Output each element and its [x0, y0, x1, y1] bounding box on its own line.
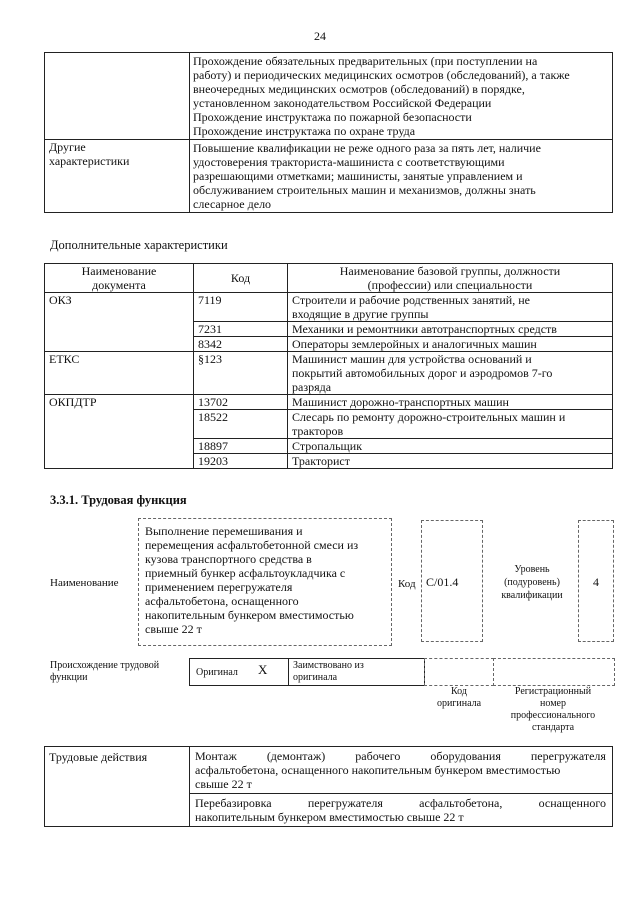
labor-function-title: 3.3.1. Трудовая функция	[50, 493, 187, 507]
word: оборудования	[430, 749, 501, 763]
name-cell: Машинист дорожно-транспортных машин	[288, 395, 613, 410]
requirements-cell	[190, 53, 613, 140]
text-line: слесарное дело	[193, 197, 272, 211]
code-cell: 18897	[194, 439, 288, 454]
text-line: Прохождение обязательных предварительных (при поступлении на	[193, 54, 538, 68]
level-value: 4	[593, 575, 599, 589]
word: асфальтобетона,	[419, 796, 503, 810]
text-line: удостоверения тракториста-машиниста с соответствующими	[193, 155, 505, 169]
label-line: Уровень	[514, 564, 550, 575]
label-line: номер	[540, 698, 566, 709]
code-cell: 8342	[194, 337, 288, 352]
name-cell	[288, 293, 613, 322]
label-line: (подуровень)	[504, 577, 560, 588]
labor-actions-label: Трудовые действия	[45, 747, 190, 827]
reg-number-label	[493, 686, 613, 734]
action-first-line	[195, 749, 606, 763]
action-line: накопительным бункером вместимостью свыше 22 т	[195, 810, 464, 824]
name-line: свыше 22 т	[145, 622, 202, 636]
name-line: входящие в другие группы	[292, 307, 429, 321]
original-label: Оригинал	[196, 667, 238, 678]
label-line: Регистрационный	[514, 686, 592, 697]
header-document	[45, 264, 194, 293]
label-line: оригинала	[436, 698, 482, 709]
text-line: Прохождение инструктажа по охране труда	[193, 124, 416, 138]
code-cell: 19203	[194, 454, 288, 469]
doc-cell: ОКЗ	[45, 293, 194, 352]
name-cell: Механики и ремонтники автотранспортных средств	[288, 322, 613, 337]
label-line: Код	[451, 686, 467, 697]
function-name-text	[145, 524, 358, 636]
text-line: Прохождение инструктажа по пожарной безопасности	[193, 110, 472, 124]
word: перегружателя	[307, 796, 383, 810]
code-cell: 18522	[194, 410, 288, 439]
name-line: приемный бункер асфальтоукладчика с	[145, 566, 346, 580]
name-line: Машинист машин для устройства оснований и	[292, 352, 532, 366]
text-line: работу) и периодических медицинских осмотров (обследований), а также	[193, 68, 570, 82]
name-line: перемещения асфальтобетонной смеси из	[145, 538, 359, 552]
name-line: разряда	[292, 380, 332, 394]
word: (демонтаж)	[266, 749, 326, 763]
name-line: накопительным бункером вместимостью	[145, 608, 354, 622]
header-code: Код	[194, 264, 288, 293]
name-line: Выполнение перемешивания и	[145, 524, 303, 538]
other-characteristics-cell	[190, 140, 613, 213]
reg-number-cell	[493, 658, 615, 686]
name-line: покрытий автомобильных дорог и аэродромов 7-го	[292, 366, 553, 380]
label-line: оригинала	[293, 672, 338, 683]
additional-characteristics-table	[44, 263, 613, 469]
word: Перебазировка	[195, 796, 272, 810]
text-line: разрешающими отметками; машинисты, занятые управлением и	[193, 169, 523, 183]
word: Монтаж	[195, 749, 237, 763]
name-label: Наименование	[50, 577, 119, 589]
text-line: установленном законодательством Российской Федерации	[193, 96, 492, 110]
text-line: Повышение квалификации не реже одного раза за пять лет, наличие	[193, 141, 541, 155]
header-line: (профессии) или специальности	[367, 278, 533, 292]
name-line: Строители и рабочие родственных занятий, не	[292, 293, 530, 307]
code-cell: 7119	[194, 293, 288, 322]
label-line: Заимствовано из	[293, 660, 364, 671]
word: перегружателя	[530, 749, 606, 763]
name-cell	[288, 352, 613, 395]
label-line: характеристики	[49, 154, 130, 168]
name-cell: Стропальщик	[288, 439, 613, 454]
name-line: асфальтобетона, оснащенного	[145, 594, 299, 608]
page-number: 24	[314, 29, 326, 43]
name-cell	[288, 410, 613, 439]
code-value: С/01.4	[426, 575, 459, 589]
action-cell	[190, 747, 613, 794]
header-name	[288, 264, 613, 293]
table-row	[45, 395, 613, 410]
code-label: Код	[398, 578, 416, 590]
code-cell: 7231	[194, 322, 288, 337]
original-mark: X	[258, 662, 268, 677]
header-line: документа	[92, 278, 146, 292]
action-line: асфальтобетона, оснащенного накопительным бункером вместимостью	[195, 763, 561, 777]
action-line: свыше 22 т	[195, 777, 252, 791]
name-cell: Тракторист	[288, 454, 613, 469]
qualification-requirements-table	[44, 52, 613, 213]
labor-actions-table	[44, 746, 613, 827]
word: оснащенного	[538, 796, 606, 810]
borrowed-label	[293, 660, 364, 684]
name-line: Слесарь по ремонту дорожно-строительных машин и	[292, 410, 566, 424]
header-line: Наименование	[81, 264, 157, 278]
word: рабочего	[355, 749, 401, 763]
label-line: Другие	[49, 140, 86, 154]
doc-cell: ЕТКС	[45, 352, 194, 395]
action-first-line	[195, 796, 606, 810]
code-cell: 13702	[194, 395, 288, 410]
table-row	[45, 293, 613, 322]
code-original-cell	[424, 658, 494, 686]
label-line: Происхождение трудовой	[50, 660, 160, 671]
header-line: Наименование базовой группы, должности	[339, 264, 561, 278]
name-cell: Операторы землеройных и аналогичных машин	[288, 337, 613, 352]
doc-cell: ОКПДТР	[45, 395, 194, 469]
origin-label	[50, 660, 159, 684]
text-line: обслуживанием строительных машин и механизмов, должны знать	[193, 183, 536, 197]
table-row	[45, 352, 613, 395]
name-line: применением перегружателя	[145, 580, 293, 594]
text-line: внеочередных медицинских осмотров (обследований) в порядке,	[193, 82, 525, 96]
code-original-label	[424, 686, 494, 710]
code-cell: §123	[194, 352, 288, 395]
label-line: профессионального	[510, 710, 596, 721]
label-line: стандарта	[531, 722, 575, 733]
empty-label-cell	[45, 53, 190, 140]
additional-characteristics-title: Дополнительные характеристики	[50, 238, 228, 252]
level-label	[488, 563, 576, 602]
label-line: функции	[50, 672, 88, 683]
name-line: кузова транспортного средства в	[145, 552, 312, 566]
other-characteristics-label	[45, 140, 190, 213]
name-line: тракторов	[292, 424, 344, 438]
action-cell	[190, 794, 613, 827]
label-line: квалификации	[501, 590, 563, 601]
